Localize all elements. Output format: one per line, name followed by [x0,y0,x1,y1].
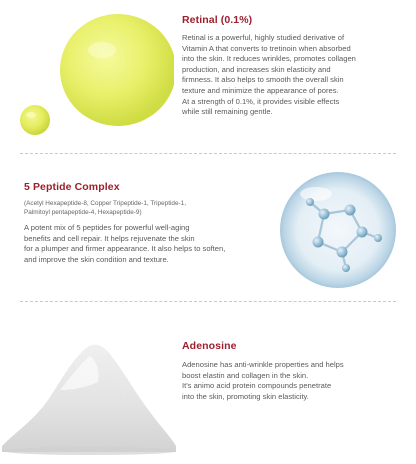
peptide-molecule-bubble-image [276,168,400,292]
peptide-ingredient-line: (Acetyl Hexapeptide-8, Copper Tripeptide-1, Tripeptide-1, [24,200,186,207]
adenosine-line: boost elastin and collagen in the skin. [182,370,309,380]
adenosine-line: It's animo acid protein compounds penetrate [182,381,332,391]
peptide-line: benefits and cell repair. It helps rejuvenate the skin [24,233,195,243]
peptide-title: 5 Peptide Complex [24,181,120,193]
retinal-description [182,33,356,118]
adenosine-powder-image [0,330,176,456]
peptide-line: and improve the skin condition and texture. [24,254,169,264]
peptide-description [24,223,225,265]
adenosine-description [182,360,344,402]
peptide-line: A potent mix of 5 peptides for powerful well-aging [24,223,190,232]
retinal-line: texture and minimize the appearance of pores. [182,85,339,95]
retinal-line: Vitamin A that converts to tretinoin when absorbed [182,43,351,53]
peptide-ingredients [24,199,186,217]
retinal-line: while still remaining gentle. [182,107,273,117]
retinal-line: into the skin. It reduces wrinkles, promotes collagen [182,54,356,64]
section-divider [20,301,396,302]
retinal-title: Retinal (0.1%) [182,14,253,26]
retinal-line: production, and increases skin elasticity and [182,64,331,74]
peptide-line: for a plumper and firmer appearance. It also helps to soften, [24,244,226,254]
retinal-droplet-image [14,12,174,142]
peptide-ingredient-line: Palmitoyl pentapeptide-4, Hexapeptide-9) [24,209,142,216]
adenosine-line: Adenosine has anti-wrinkle properties and helps [182,360,344,369]
retinal-line: firmness. It also helps to smooth the overall skin [182,75,344,85]
section-divider [20,153,396,154]
adenosine-title: Adenosine [182,340,237,352]
adenosine-line: into the skin, promoting skin elasticity. [182,391,309,401]
retinal-line: Retinal is a powerful, highly studied derivative of [182,33,345,42]
retinal-line: At a strength of 0.1%, it provides visible effects [182,96,340,106]
